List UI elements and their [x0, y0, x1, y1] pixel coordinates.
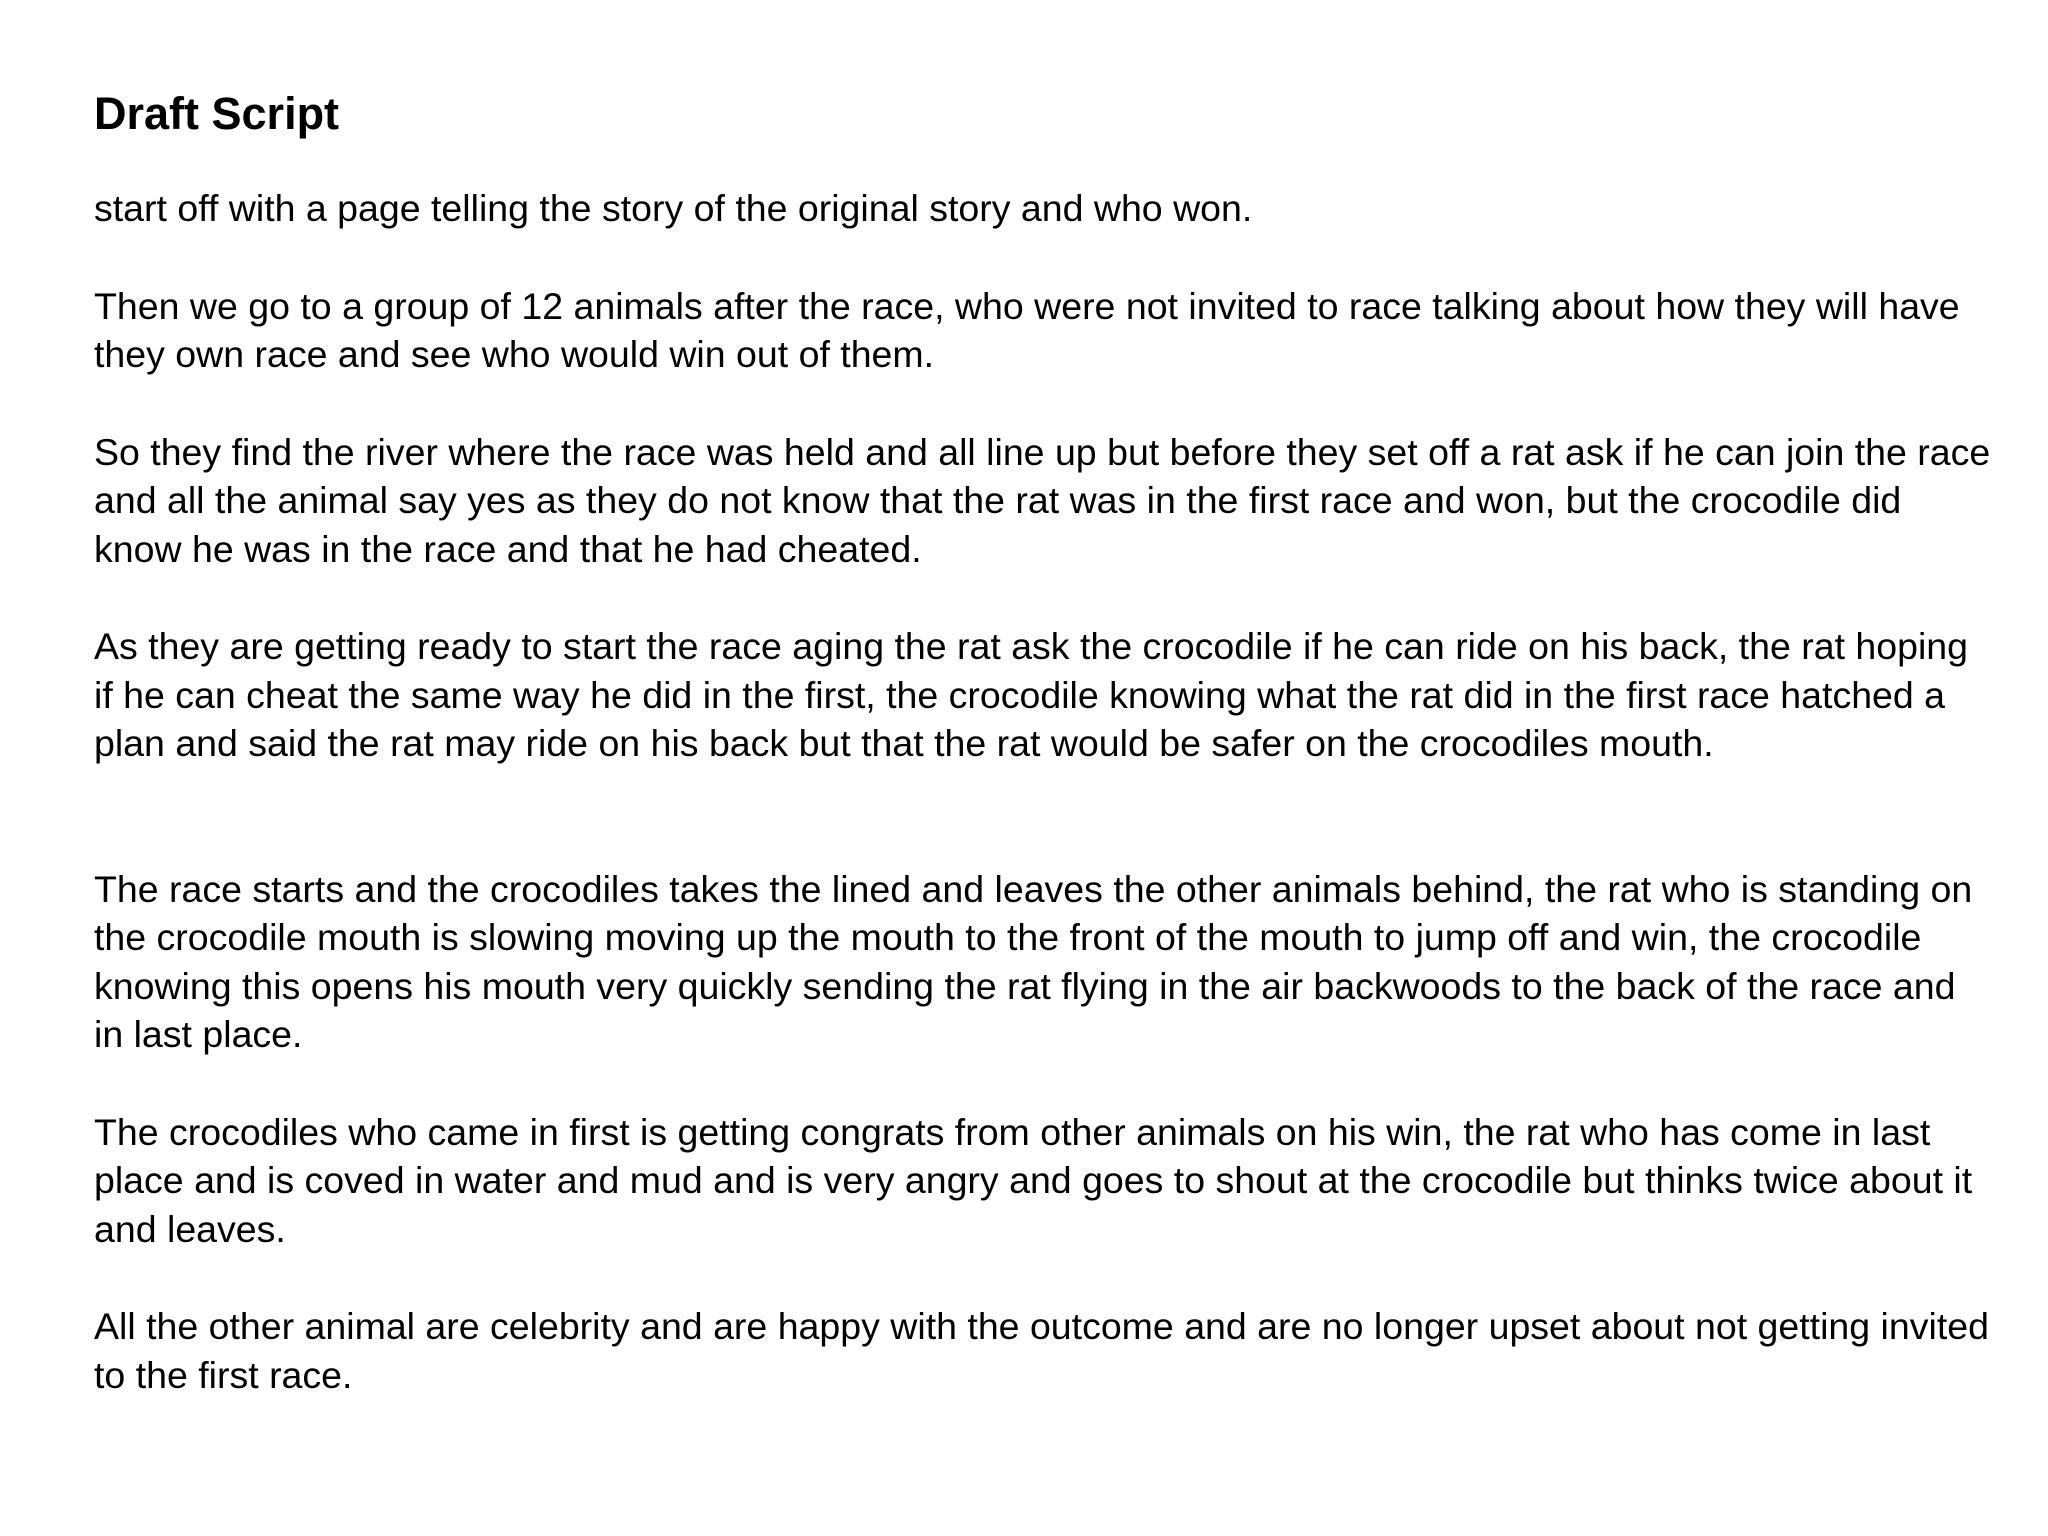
paragraph-1: start off with a page telling the story of the original story and who won.	[94, 187, 1253, 229]
document-title: Draft Script	[94, 88, 340, 139]
paragraph-2: Then we go to a group of 12 animals after the race, who were not invited to race talking about how they will have they own race and see who would win out of them.	[94, 284, 1960, 375]
document-page	[94, 84, 1994, 1399]
paragraph-7: All the other animal are celebrity and are happy with the outcome and are no longer upset about not getting invited to the first race.	[94, 1305, 1989, 1396]
paragraph-6: The crocodiles who came in first is getting congrats from other animals on his win, the rat who has come in last place and is coved in water and mud and is very angry and goes to shout at the crocodile but thinks twice about it and leaves.	[94, 1110, 1973, 1250]
paragraph-3: So they find the river where the race was held and all line up but before they set off a rat ask if he can join the race and all the animal say yes as they do not know that the rat was in the first race and won, but the crocodile did know he was in the race and that he had cheated.	[94, 430, 1991, 570]
paragraph-4: As they are getting ready to start the race aging the rat ask the crocodile if he can ride on his back, the rat hoping if he can cheat the same way he did in the first, the crocodile knowing what the rat did in the first race hatched a plan and said the rat may ride on his back but that the rat would be safer on the crocodiles mouth.	[94, 625, 1969, 764]
paragraph-5: The race starts and the crocodiles takes the lined and leaves the other animals behind, the rat who is standing on the crocodile mouth is slowing moving up the mouth to the front of the mouth to jump off and win, the crocodile knowing this opens his mouth very quickly sending the rat flying in the air backwoods to the back of the race and in last place.	[94, 867, 1973, 1055]
